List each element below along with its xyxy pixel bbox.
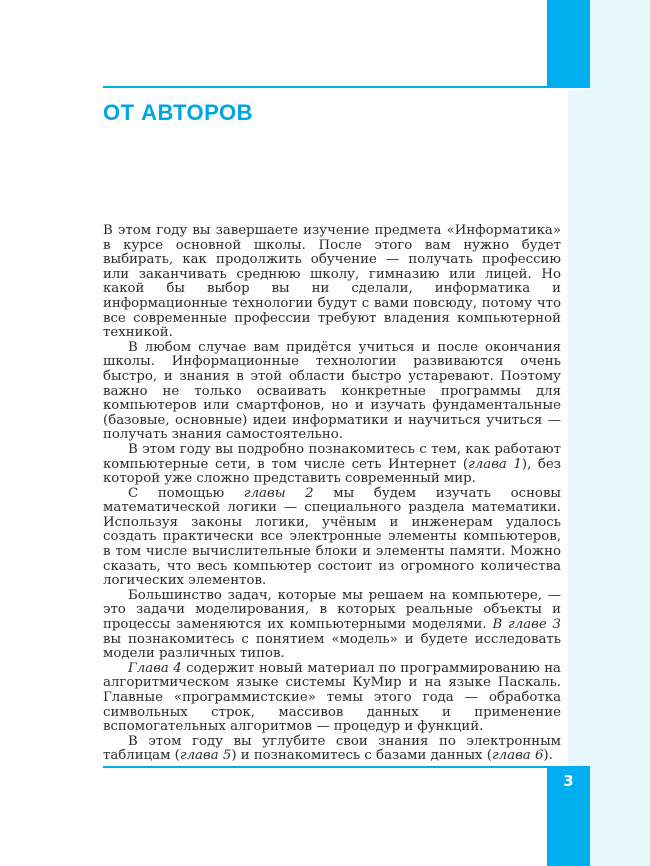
paragraph-p2 [103, 341, 561, 443]
text-segment: ), без которой уже сложно представить современный мир. [103, 456, 561, 487]
text-segment: В любом случае вам придётся учиться и после окончания школы. Информационные технологии развиваются очень быстро, и знания в этой области быстро устаревают. Поэтому важно не только осваивать конкретные программы для компьютеров или смартфонов, но и изучать фундаментальные (базовые, основные) идеи информатики и научиться учиться — получать знания самостоятельно. [103, 339, 561, 443]
sidebar-tint-top [590, 0, 650, 90]
text-segment: содержит новый материал по программированию на алгоритмическом языке системы КуМир и на языке Паскаль. Главные «программистские» темы этого года — обработка символьных строк, массивов данных и применение вспомогательных алгоритмов — процедур и функций. [103, 660, 561, 735]
page-number: 3 [563, 772, 574, 790]
chapter-reference: Глава 4 [128, 660, 182, 676]
text-segment: ) и познакомитесь с базами данных ( [231, 748, 492, 764]
text-segment: Большинство задач, которые мы решаем на компьютере, — это задачи моделирования, в которых реальные объекты и процессы заменяются их компьютерными моделями. [103, 587, 561, 633]
paragraph-p5 [103, 589, 561, 662]
paragraph-p6 [103, 662, 561, 735]
chapter-reference: глава 5 [179, 748, 232, 764]
chapter-reference: глава 1 [468, 456, 522, 472]
text-segment: В этом году вы углубите свои знания по электронным таблицам ( [103, 733, 561, 764]
paragraph-p4 [103, 487, 561, 589]
body-text [103, 224, 561, 764]
text-segment: ). [543, 748, 553, 764]
text-segment: вы познакомитесь с понятием «модель» и будете исследовать модели различных типов. [103, 631, 561, 662]
top-accent-block [547, 0, 590, 88]
paragraph-p7 [103, 735, 561, 764]
chapter-reference: глава 6 [491, 748, 544, 764]
text-segment: С помощью [128, 485, 244, 501]
text-segment: В этом году вы завершаете изучение предмета «Информатика» в курсе основной школы. После этого вам нужно будет выбирать, как продолжить обучение — получать профессию или заканчивать среднюю школу, гимназию или лицей. Но какой бы выбор вы ни сделали, информатика и информационные технологии будут с вами повсюду, потому что все современные профессии требуют владения компьютерной техникой. [103, 223, 561, 341]
bottom-divider [103, 766, 547, 768]
page-title: ОТ АВТОРОВ [103, 100, 253, 125]
text-segment: мы будем изучать основы математической логики — специального раздела математики. Используя законы логики, учёным и инженерам удалось создать практически все электронные элементы компьютеров, в том числе вычислительные блоки и элементы памяти. Можно сказать, что весь компьютер состоит из огромного количества логических элементов. [103, 485, 562, 589]
top-divider [103, 86, 547, 88]
text-segment: В этом году вы подробно познакомитесь с тем, как работают компьютерные сети, в том числе сеть Интернет ( [103, 441, 561, 472]
paragraph-p1 [103, 224, 561, 341]
sidebar-tint [568, 90, 650, 866]
chapter-reference: В главе 3 [492, 617, 561, 633]
paragraph-p3 [103, 443, 561, 487]
chapter-reference: главы 2 [243, 485, 314, 501]
